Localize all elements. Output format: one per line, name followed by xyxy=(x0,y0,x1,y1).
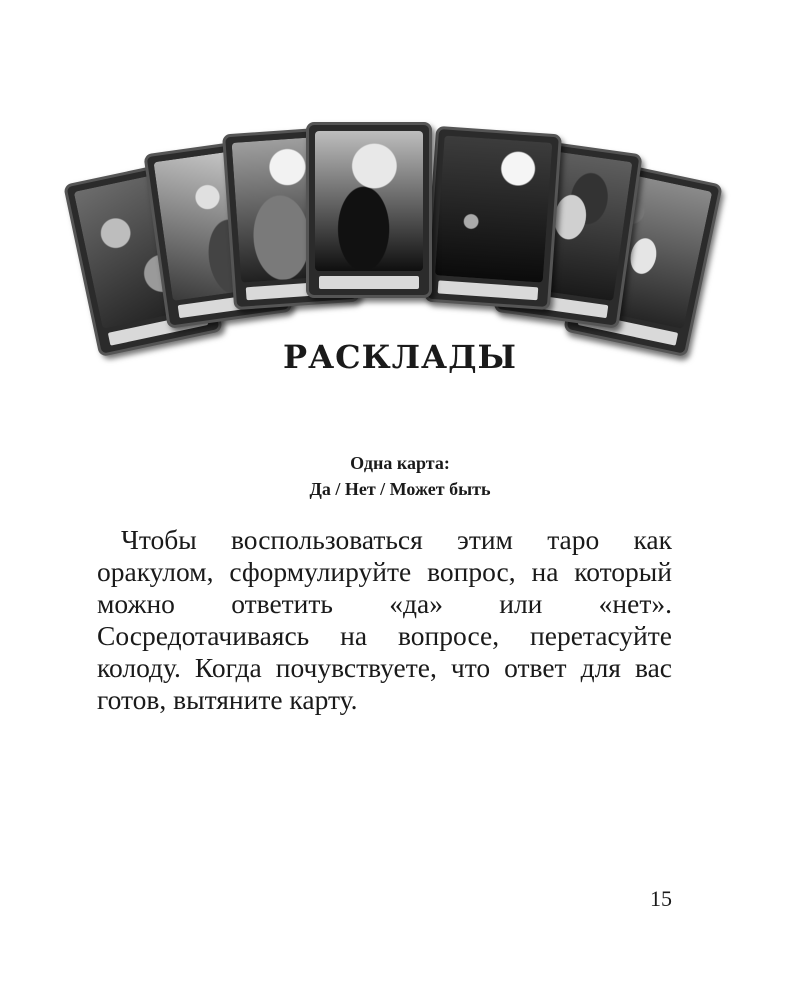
spread-heading xyxy=(0,450,800,502)
body-paragraph: Чтобы воспользоваться этим таро как оракулом, сформулируйте вопрос, на который можно ответить «да» или «нет». Сосредотачиваясь на вопросе, перетасуйте колоду. Когда почувствуете, что ответ для вас готов, вытяните карту. xyxy=(97,524,672,715)
spread-heading-line-2: Да / Нет / Может быть xyxy=(309,479,491,499)
tarot-card-4 xyxy=(306,122,432,298)
tarot-cards-illustration xyxy=(60,110,740,340)
spread-heading-line-1: Одна карта: xyxy=(350,453,450,473)
page-title: РАСКЛАДЫ xyxy=(283,338,517,376)
page-number: 15 xyxy=(650,886,672,911)
tarot-card-5 xyxy=(424,126,562,310)
